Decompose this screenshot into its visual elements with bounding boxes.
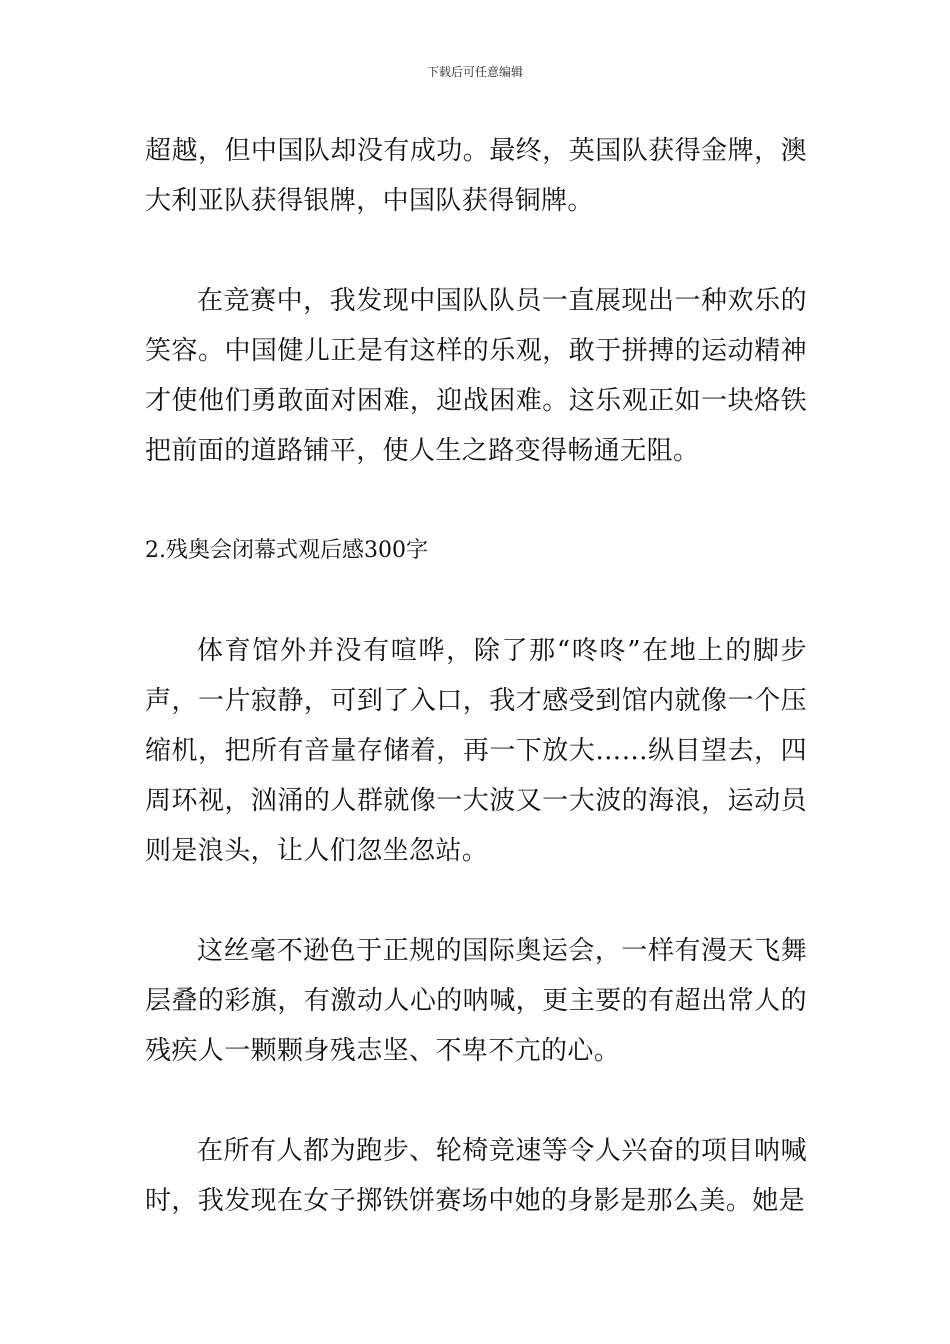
page-header: 下载后可任意编辑 (426, 65, 523, 79)
paragraph-competition: 在竞赛中，我发现中国队队员一直展现出一种欢乐的笑容。中国健儿正是有这样的乐观，敢于拼搏的运动精神才使他们勇敢面对困难，迎战困难。这乐观正如一块烙铁把前面的道路铺平，使人生之路变得畅通无阻。 (145, 286, 807, 466)
paragraph-gap (145, 1076, 807, 1126)
paragraph-gap (145, 476, 807, 526)
paragraph-gap (145, 226, 807, 276)
paragraph-gap (145, 876, 807, 926)
paragraph-continuation: 超越，但中国队却没有成功。最终，英国队获得金牌，澳大利亚队获得银牌，中国队获得铜牌。 (145, 136, 807, 216)
document-body (145, 126, 807, 1226)
paragraph-stadium: 体育馆外并没有喧哗，除了那“咚咚”在地上的脚步声，一片寂静，可到了入口，我才感受到馆内就像一个压缩机，把所有音量存储着，再一下放大……纵目望去，四周环视，汹涌的人群就像一大波又一大波的海浪，运动员则是浪头，让人们忽坐忽站。 (145, 636, 807, 866)
paragraph-gap (145, 576, 807, 626)
paragraph-comparison: 这丝毫不逊色于正规的国际奥运会，一样有漫天飞舞层叠的彩旗，有激动人心的呐喊，更主要的有超出常人的残疾人一颗颗身残志坚、不卑不亢的心。 (145, 936, 807, 1066)
paragraph-discus: 在所有人都为跑步、轮椅竞速等令人兴奋的项目呐喊时，我发现在女子掷铁饼赛场中她的身影是那么美。她是 (145, 1136, 807, 1216)
section-heading: 2.残奥会闭幕式观后感300字 (145, 538, 428, 563)
